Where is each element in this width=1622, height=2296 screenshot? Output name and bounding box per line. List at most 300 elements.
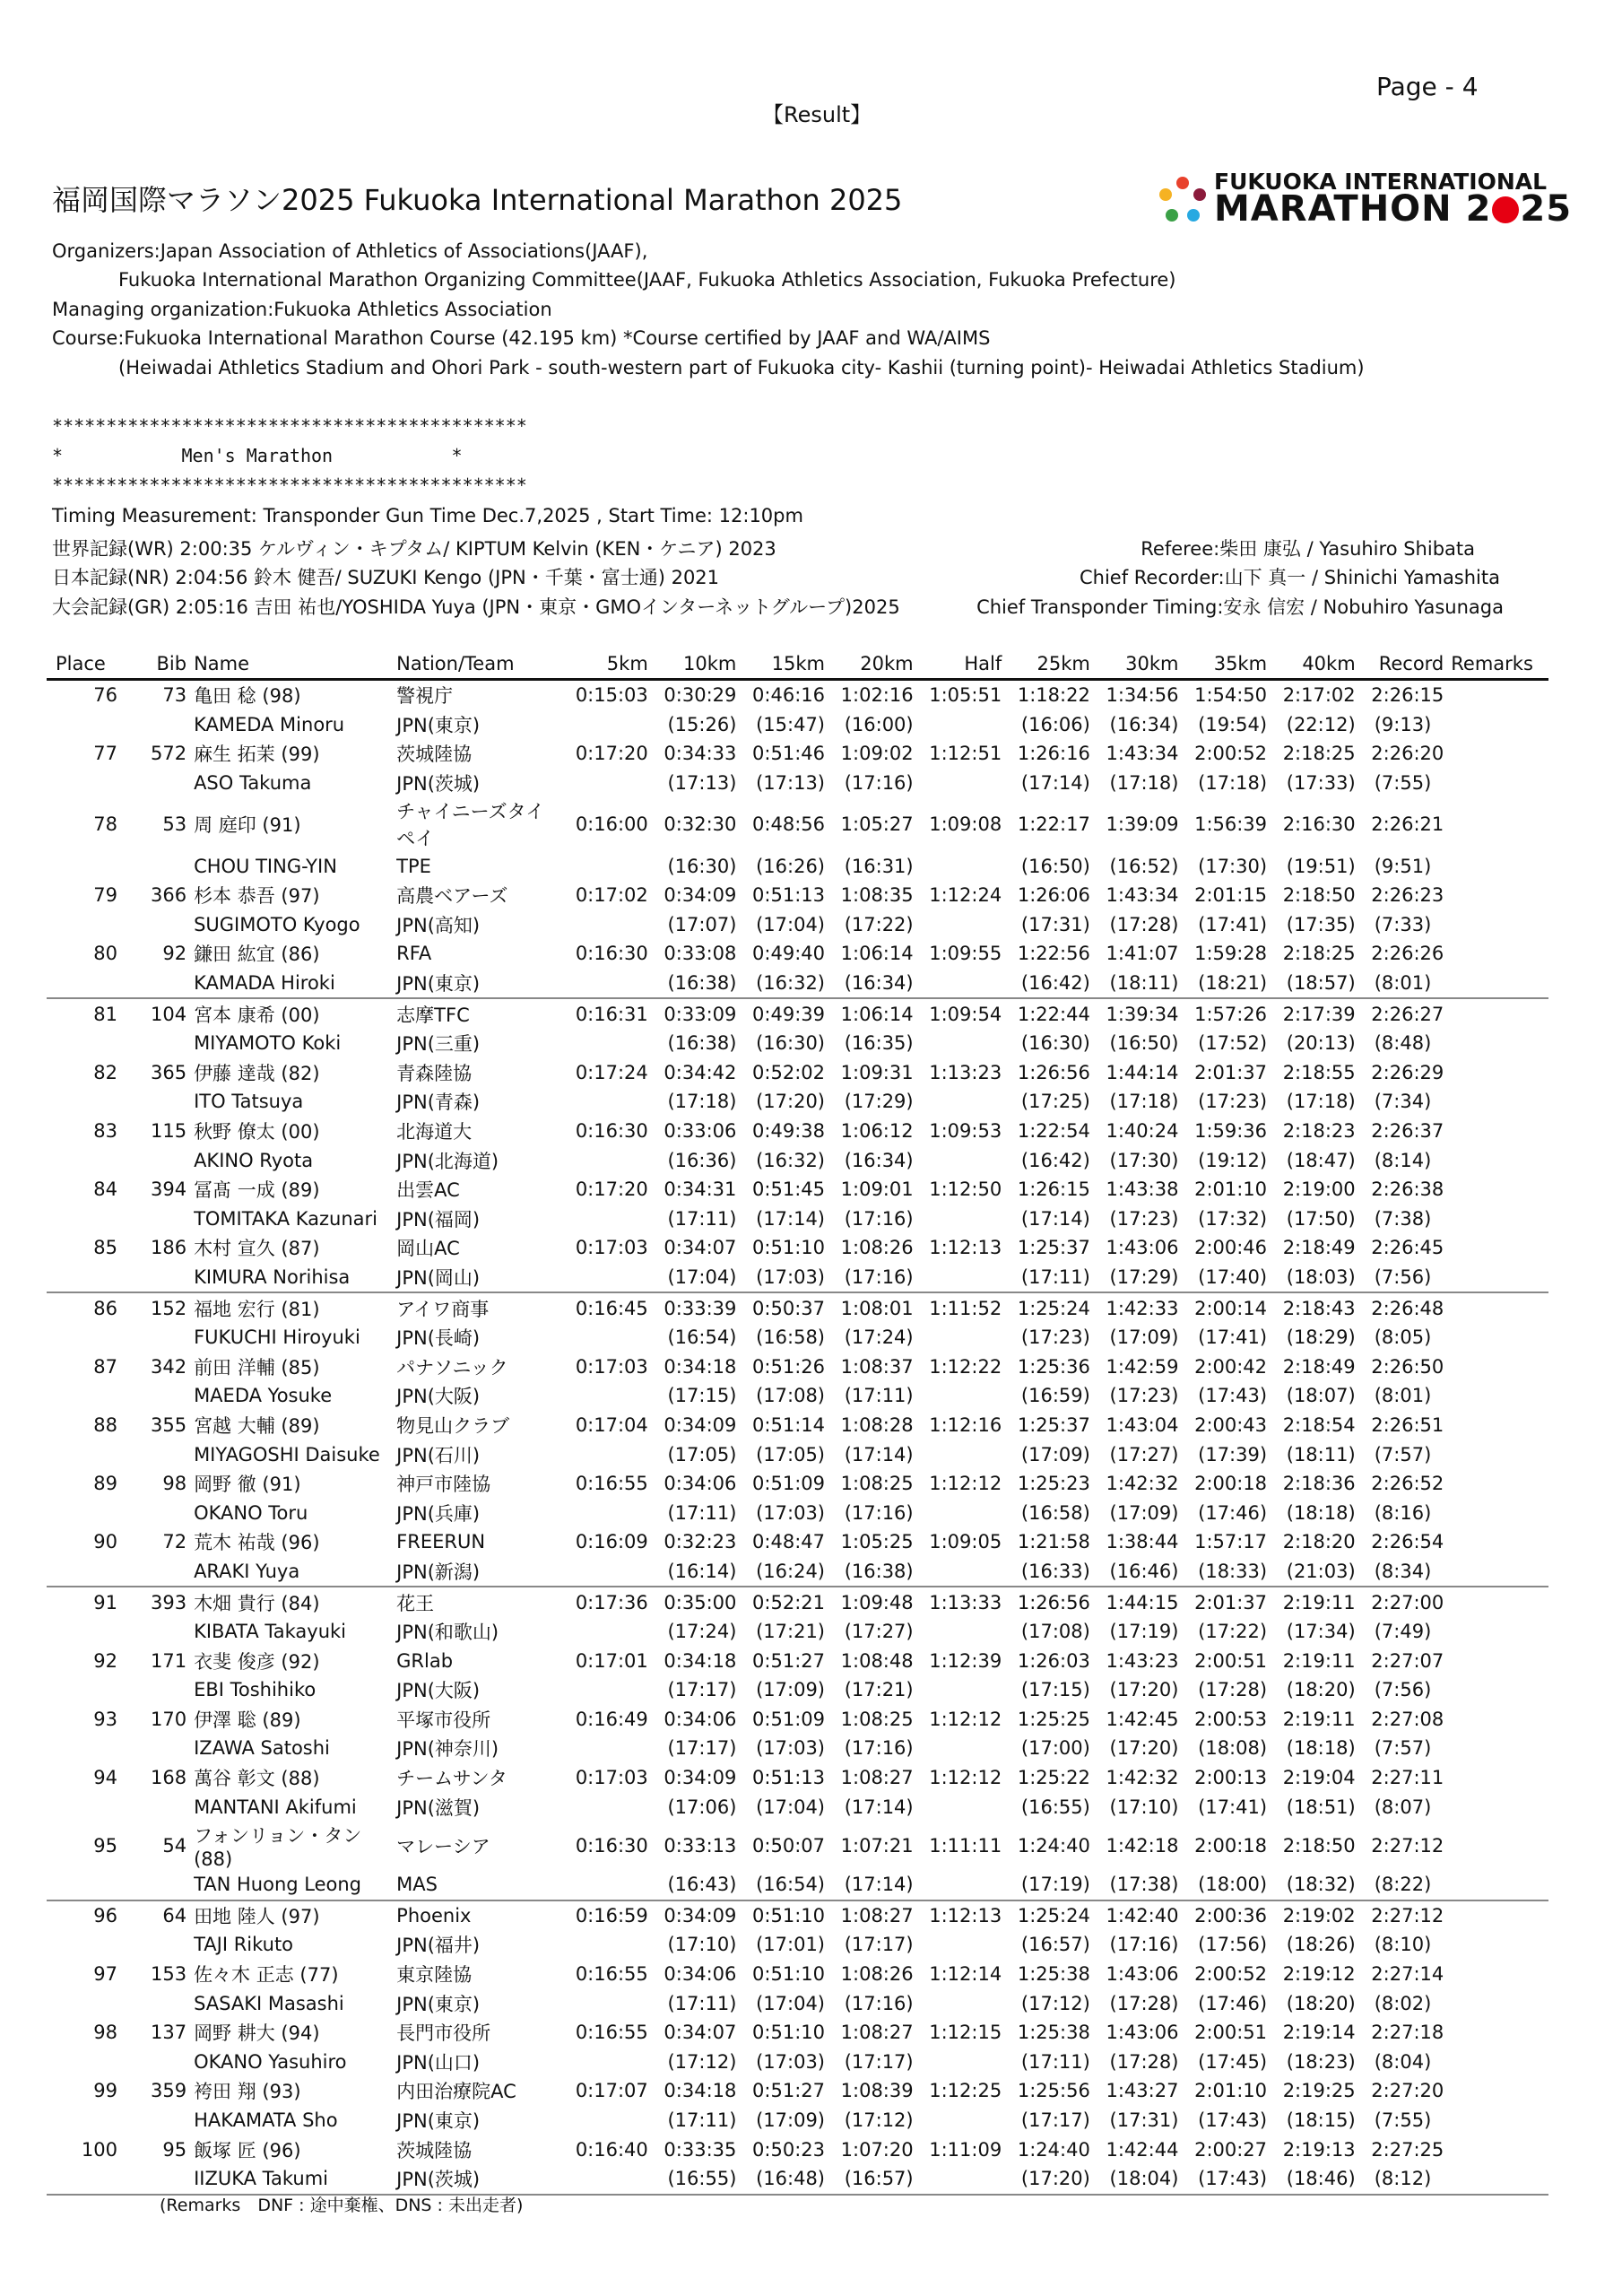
place-blank <box>47 851 117 881</box>
remarks-blank <box>1444 1734 1548 1763</box>
lap-20km: (17:29) <box>844 1091 914 1113</box>
remarks-blank <box>1444 1498 1548 1527</box>
bib: 53 <box>162 813 187 836</box>
place: 89 <box>93 1473 117 1495</box>
remarks-blank <box>1444 1263 1548 1293</box>
split-20km: 1:08:37 <box>840 1355 914 1378</box>
name-english: ASO Takuma <box>194 772 312 795</box>
nation: JPN(東京) <box>396 714 481 736</box>
remarks-blank <box>1444 1617 1548 1647</box>
place: 92 <box>93 1649 117 1672</box>
bib: 572 <box>150 743 187 765</box>
table-row <box>47 1469 1548 1499</box>
nation: JPN(福岡) <box>396 1208 481 1231</box>
lap-30km: (17:18) <box>1109 772 1179 795</box>
table-row <box>47 797 1548 851</box>
table-row-detail <box>47 1792 1548 1822</box>
split-15km: 0:52:02 <box>752 1061 825 1083</box>
lap-40km: (17:50) <box>1286 1207 1356 1230</box>
name-japanese: 宮本 康希 (00) <box>194 1004 320 1026</box>
table-row <box>47 1960 1548 1989</box>
table-row <box>47 2018 1548 2048</box>
bib: 359 <box>150 2080 187 2102</box>
lap-25km: (17:08) <box>1020 1621 1090 1643</box>
lap-half <box>914 1988 1002 2018</box>
place-blank <box>47 769 117 798</box>
bib-blank <box>117 1792 186 1822</box>
lap-record: (7:56) <box>1374 1679 1432 1701</box>
place-blank <box>47 1323 117 1352</box>
lap-half <box>914 1205 1002 1234</box>
split-40km: 2:19:11 <box>1282 1649 1356 1672</box>
split-5km: 0:17:03 <box>575 1767 648 1789</box>
name-japanese: 荒木 祐哉 (96) <box>194 1532 320 1554</box>
team: 東京陸協 <box>396 1964 473 1987</box>
logo-line1: FUKUOKA INTERNATIONAL <box>1214 169 1548 195</box>
name-english: EBI Toshihiko <box>194 1679 317 1701</box>
split-15km: 0:51:10 <box>752 1237 825 1259</box>
header-20km: 20km <box>825 651 914 680</box>
lap-10km: (17:12) <box>667 2050 737 2073</box>
lap-record: (8:16) <box>1374 1501 1432 1524</box>
table-row-detail <box>47 1930 1548 1960</box>
split-15km: 0:49:40 <box>752 943 825 965</box>
lap-10km: (17:15) <box>667 1385 737 1407</box>
nation: JPN(長崎) <box>396 1327 481 1350</box>
results-table <box>47 651 1548 2196</box>
place-blank <box>47 2106 117 2135</box>
place: 98 <box>93 2022 117 2044</box>
lap-15km: (16:32) <box>756 1149 825 1171</box>
lap-15km: (17:03) <box>736 1263 825 1293</box>
nation: JPN(大阪) <box>396 1386 481 1408</box>
split-20km: 1:08:27 <box>840 1767 914 1789</box>
table-row <box>47 881 1548 910</box>
nation: JPN(東京) <box>396 1993 481 2015</box>
lap-half <box>914 1029 1002 1058</box>
split-15km: 0:48:56 <box>752 813 825 836</box>
remarks-blank <box>1444 710 1548 740</box>
lap-35km: (17:22) <box>1198 1621 1268 1643</box>
lap-35km: (18:21) <box>1178 969 1267 999</box>
lap-40km: (18:46) <box>1267 2164 1356 2195</box>
lap-30km: (16:52) <box>1109 855 1179 877</box>
split-20km: 1:08:01 <box>840 1297 914 1319</box>
place: 88 <box>93 1413 117 1436</box>
lap-record: (7:38) <box>1374 1207 1432 1230</box>
place-blank <box>47 969 117 999</box>
split-25km: 1:26:16 <box>1017 743 1090 765</box>
lap-5km <box>559 1557 648 1587</box>
lap-20km: (17:16) <box>844 1207 914 1230</box>
lap-half <box>914 710 1002 740</box>
lap-35km: (17:46) <box>1198 1501 1268 1524</box>
split-half: 1:12:12 <box>929 1767 1002 1789</box>
split-25km: 1:18:22 <box>1017 684 1090 707</box>
name-japanese: 秋野 僚太 (00) <box>194 1121 320 1144</box>
lap-15km: (17:05) <box>756 1443 825 1465</box>
split-record: 2:27:12 <box>1371 1834 1444 1857</box>
games-record: 大会記録(GR) 2:05:16 吉田 祐也/YOSHIDA Yuya (JPN・東京・GMOインターネットグループ)2025 <box>52 596 900 618</box>
lap-40km: (18:15) <box>1286 2109 1356 2132</box>
bib: 92 <box>162 943 187 965</box>
lap-10km: (17:11) <box>667 1992 737 2014</box>
remarks <box>1444 2135 1548 2164</box>
split-10km: 0:33:09 <box>664 1003 737 1025</box>
name-english: MANTANI Akifumi <box>194 1796 357 1818</box>
lap-40km: (20:13) <box>1286 1032 1356 1055</box>
lap-half <box>914 851 1002 881</box>
lap-35km: (17:18) <box>1198 772 1268 795</box>
lap-40km: (17:33) <box>1286 772 1356 795</box>
bib: 137 <box>150 2022 187 2044</box>
split-30km: 1:43:34 <box>1106 743 1179 765</box>
lap-40km: (18:11) <box>1286 1443 1356 1465</box>
lap-25km: (16:42) <box>1020 1149 1090 1171</box>
lap-15km: (16:58) <box>756 1326 825 1349</box>
split-5km: 0:17:24 <box>575 1061 648 1083</box>
name-english: MIYAGOSHI Daisuke <box>194 1443 380 1465</box>
bib-blank <box>117 1617 186 1647</box>
split-40km: 2:19:00 <box>1282 1178 1356 1201</box>
bib: 95 <box>162 2138 187 2161</box>
lap-half <box>914 1439 1002 1469</box>
bib: 152 <box>150 1297 187 1319</box>
lap-25km: (16:55) <box>1020 1796 1090 1818</box>
name-english: KAMEDA Minoru <box>194 713 345 735</box>
national-record: 日本記録(NR) 2:04:56 鈴木 健吾/ SUZUKI Kengo (JPN・千葉・富士通) 2021 <box>52 567 720 588</box>
lap-20km: (16:35) <box>844 1032 914 1055</box>
lap-30km: (17:19) <box>1109 1621 1179 1643</box>
lap-25km: (17:20) <box>1002 2164 1090 2195</box>
place: 93 <box>93 1708 117 1730</box>
split-half: 1:05:51 <box>929 684 1002 707</box>
lap-10km: (17:06) <box>667 1796 737 1818</box>
lap-half <box>914 2106 1002 2135</box>
remarks <box>1444 1763 1548 1793</box>
lap-25km: (17:14) <box>1020 772 1090 795</box>
table-row-detail <box>47 1439 1548 1469</box>
split-half: 1:09:55 <box>929 943 1002 965</box>
split-25km: 1:26:15 <box>1017 1178 1090 1201</box>
remarks <box>1444 998 1548 1029</box>
split-30km: 1:43:23 <box>1106 1649 1179 1672</box>
split-5km: 0:16:30 <box>575 943 648 965</box>
split-record: 2:27:00 <box>1371 1591 1444 1613</box>
bib-blank <box>117 1734 186 1763</box>
lap-5km <box>559 2106 648 2135</box>
split-half: 1:12:51 <box>929 743 1002 765</box>
remarks <box>1444 939 1548 969</box>
split-record: 2:26:29 <box>1371 1061 1444 1083</box>
lap-15km: (16:26) <box>756 855 825 877</box>
lap-half <box>914 1675 1002 1705</box>
remarks <box>1444 1233 1548 1263</box>
lap-25km: (17:11) <box>1020 2050 1090 2073</box>
lap-half <box>914 1381 1002 1411</box>
split-5km: 0:17:20 <box>575 743 648 765</box>
remarks <box>1444 881 1548 910</box>
remarks <box>1444 1705 1548 1735</box>
lap-half <box>914 969 1002 999</box>
place: 83 <box>93 1120 117 1143</box>
split-40km: 2:18:43 <box>1282 1297 1356 1319</box>
team: 北海道大 <box>396 1121 473 1144</box>
name-japanese: 岡野 耕大 (94) <box>194 2022 320 2045</box>
lap-30km: (17:28) <box>1109 1992 1179 2014</box>
lap-25km: (16:30) <box>1020 1032 1090 1055</box>
stars-line-top: ******************************************** <box>52 415 527 437</box>
lap-10km: (16:36) <box>667 1149 737 1171</box>
split-half: 1:11:52 <box>929 1297 1002 1319</box>
lap-10km: (16:54) <box>667 1326 737 1349</box>
split-35km: 2:01:37 <box>1194 1061 1268 1083</box>
lap-25km: (17:19) <box>1002 1870 1090 1900</box>
place: 97 <box>93 1963 117 1986</box>
place: 94 <box>93 1767 117 1789</box>
split-5km: 0:16:00 <box>575 813 648 836</box>
lap-35km: (19:12) <box>1198 1149 1268 1171</box>
table-row-detail <box>47 1557 1548 1587</box>
split-35km: 2:00:18 <box>1194 1473 1268 1495</box>
bib-blank <box>117 1087 186 1117</box>
table-row <box>47 2135 1548 2164</box>
name-japanese: 冨髙 一成 (89) <box>194 1179 320 1202</box>
lap-half <box>914 1145 1002 1175</box>
lap-30km: (17:20) <box>1109 1679 1179 1701</box>
split-40km: 2:18:23 <box>1282 1120 1356 1143</box>
split-15km: 0:46:16 <box>752 684 825 707</box>
split-record: 2:26:23 <box>1371 884 1444 907</box>
split-15km: 0:51:10 <box>752 1963 825 1986</box>
lap-5km <box>559 1498 648 1527</box>
split-15km: 0:51:10 <box>752 2022 825 2044</box>
split-10km: 0:32:23 <box>664 1531 737 1553</box>
split-20km: 1:08:27 <box>840 1904 914 1926</box>
lap-record: (8:48) <box>1374 1032 1432 1055</box>
lap-5km <box>559 1617 648 1647</box>
remarks <box>1444 2018 1548 2048</box>
bib: 366 <box>150 884 187 907</box>
remarks <box>1444 2076 1548 2106</box>
name-english: CHOU TING-YIN <box>194 855 337 877</box>
split-10km: 0:33:06 <box>664 1120 737 1143</box>
lap-20km: (17:11) <box>844 1385 914 1407</box>
table-row <box>47 1822 1548 1870</box>
split-record: 2:27:12 <box>1371 1904 1444 1926</box>
lap-15km: (17:13) <box>756 772 825 795</box>
name-english: AKINO Ryota <box>194 1149 314 1171</box>
split-25km: 1:25:22 <box>1017 1767 1090 1789</box>
header-30km: 30km <box>1090 651 1179 680</box>
lap-5km <box>559 1145 648 1175</box>
remarks-blank <box>1444 1870 1548 1900</box>
bib-blank <box>117 1988 186 2018</box>
lap-25km: (16:59) <box>1020 1385 1090 1407</box>
split-record: 2:27:20 <box>1371 2080 1444 2102</box>
split-20km: 1:06:12 <box>840 1120 914 1143</box>
team: FREERUN <box>396 1531 486 1553</box>
lap-15km: (17:03) <box>756 1501 825 1524</box>
remarks-blank <box>1444 910 1548 940</box>
split-5km: 0:16:59 <box>575 1904 648 1926</box>
team: GRlab <box>396 1649 454 1672</box>
place: 100 <box>81 2138 117 2161</box>
bib-blank <box>117 1675 186 1705</box>
lap-40km: (18:18) <box>1286 1501 1356 1524</box>
place: 84 <box>93 1178 117 1201</box>
organizers-line-1: Organizers:Japan Association of Athletics of Associations(JAAF), <box>52 240 648 262</box>
name-english: ARAKI Yuya <box>186 1557 389 1587</box>
bib: 73 <box>162 684 187 707</box>
name-english: KIMURA Norihisa <box>186 1263 389 1293</box>
lap-40km: (18:20) <box>1286 1992 1356 2014</box>
split-record: 2:26:38 <box>1371 1178 1444 1201</box>
split-30km: 1:43:04 <box>1106 1413 1179 1436</box>
split-25km: 1:26:56 <box>1017 1591 1090 1613</box>
split-15km: 0:50:07 <box>752 1834 825 1857</box>
split-30km: 1:42:44 <box>1106 2138 1179 2161</box>
lap-35km: (17:43) <box>1198 2109 1268 2132</box>
split-20km: 1:09:01 <box>840 1178 914 1201</box>
lap-half <box>914 1870 1002 1900</box>
split-15km: 0:51:45 <box>752 1178 825 1201</box>
split-25km: 1:26:56 <box>1017 1061 1090 1083</box>
header-35km: 35km <box>1178 651 1267 680</box>
lap-30km: (17:28) <box>1109 913 1179 935</box>
split-record: 2:26:54 <box>1371 1531 1444 1553</box>
lap-record: (8:01) <box>1374 1385 1432 1407</box>
table-row <box>47 1411 1548 1440</box>
place-blank <box>47 1205 117 1234</box>
split-5km: 0:17:36 <box>575 1591 648 1613</box>
logo-dot <box>1176 177 1189 189</box>
lap-5km <box>559 1988 648 2018</box>
bib-blank <box>117 1557 186 1587</box>
split-half: 1:13:33 <box>929 1591 1002 1613</box>
lap-35km: (17:52) <box>1198 1032 1268 1055</box>
split-20km: 1:08:39 <box>840 2080 914 2102</box>
split-20km: 1:08:25 <box>840 1708 914 1730</box>
split-35km: 1:59:28 <box>1194 943 1268 965</box>
team: 岡山AC <box>396 1238 460 1260</box>
split-half: 1:09:08 <box>929 813 1002 836</box>
lap-15km: (15:47) <box>756 713 825 735</box>
team: 神戸市陸協 <box>396 1474 491 1496</box>
name-japanese: 鎌田 紘宜 (86) <box>194 944 320 966</box>
lap-40km: (18:20) <box>1286 1679 1356 1701</box>
split-20km: 1:05:25 <box>840 1531 914 1553</box>
split-20km: 1:07:20 <box>840 2138 914 2161</box>
split-half: 1:13:23 <box>929 1061 1002 1083</box>
bib: 64 <box>162 1904 187 1926</box>
lap-record: (8:02) <box>1374 1992 1432 2014</box>
table-row-detail <box>47 1029 1548 1058</box>
split-25km: 1:22:17 <box>1017 813 1090 836</box>
split-30km: 1:42:45 <box>1106 1708 1179 1730</box>
name-japanese: 袴田 翔 (93) <box>194 2081 301 2103</box>
lap-5km <box>559 1323 648 1352</box>
lap-record: (8:04) <box>1374 2050 1432 2073</box>
table-row-detail <box>47 1381 1548 1411</box>
team: チームサンタ <box>396 1768 507 1790</box>
split-15km: 0:49:38 <box>752 1120 825 1143</box>
table-row-detail <box>47 1675 1548 1705</box>
bib: 98 <box>162 1473 187 1495</box>
split-35km: 2:00:52 <box>1194 1963 1268 1986</box>
team: 出雲AC <box>396 1179 460 1202</box>
split-30km: 1:42:40 <box>1106 1904 1179 1926</box>
bib: 171 <box>150 1649 187 1672</box>
table-row <box>47 1587 1548 1617</box>
table-row-detail <box>47 1145 1548 1175</box>
split-20km: 1:08:26 <box>840 1237 914 1259</box>
bib-blank <box>117 2106 186 2135</box>
split-record: 2:26:51 <box>1371 1413 1444 1436</box>
lap-record: (8:07) <box>1374 1796 1432 1818</box>
split-40km: 2:18:55 <box>1282 1061 1356 1083</box>
lap-35km: (17:46) <box>1198 1992 1268 2014</box>
split-40km: 2:19:12 <box>1282 1963 1356 1986</box>
lap-25km: (17:17) <box>1020 2109 1090 2132</box>
split-15km: 0:48:47 <box>752 1531 825 1553</box>
nation: JPN(三重) <box>396 1033 481 1056</box>
split-40km: 2:18:25 <box>1282 743 1356 765</box>
name-japanese: 伊藤 達哉 (82) <box>194 1062 320 1084</box>
split-25km: 1:22:44 <box>1017 1003 1090 1025</box>
split-40km: 2:19:11 <box>1282 1708 1356 1730</box>
split-record: 2:26:20 <box>1371 743 1444 765</box>
logo-line2: MARATHON 2 25 <box>1214 188 1573 230</box>
table-row-detail <box>47 1734 1548 1763</box>
table-row <box>47 1763 1548 1793</box>
table-row <box>47 1527 1548 1557</box>
split-30km: 1:44:15 <box>1106 1591 1179 1613</box>
lap-35km: (17:40) <box>1178 1263 1267 1293</box>
place: 76 <box>93 684 117 707</box>
split-25km: 1:22:56 <box>1017 943 1090 965</box>
split-35km: 2:00:36 <box>1194 1904 1268 1926</box>
place-blank <box>47 1029 117 1058</box>
split-30km: 1:43:06 <box>1106 1237 1179 1259</box>
name-japanese: 周 庭印 (91) <box>194 814 301 837</box>
split-half: 1:12:15 <box>929 2022 1002 2044</box>
split-30km: 1:43:06 <box>1106 1963 1179 1986</box>
lap-5km <box>559 710 648 740</box>
split-10km: 0:34:06 <box>664 1473 737 1495</box>
split-35km: 2:01:15 <box>1194 884 1268 907</box>
split-30km: 1:42:59 <box>1106 1355 1179 1378</box>
organizers-line-2: Fukuoka International Marathon Organizing Committee(JAAF, Fukuoka Athletics Association, Fukuoka Prefecture) <box>118 269 1176 291</box>
split-30km: 1:41:07 <box>1106 943 1179 965</box>
split-half: 1:12:13 <box>929 1237 1002 1259</box>
split-35km: 2:01:10 <box>1194 1178 1268 1201</box>
split-half: 1:12:50 <box>929 1178 1002 1201</box>
lap-record: (7:33) <box>1374 913 1432 935</box>
lap-25km: (16:42) <box>1002 969 1090 999</box>
timing-measurement: Timing Measurement: Transponder Gun Time Dec.7,2025 , Start Time: 12:10pm <box>52 505 803 526</box>
lap-record: (7:34) <box>1374 1091 1432 1113</box>
split-10km: 0:34:31 <box>664 1178 737 1201</box>
table-row-detail <box>47 1205 1548 1234</box>
place: 90 <box>93 1531 117 1553</box>
lap-record: (8:14) <box>1374 1149 1432 1171</box>
place-blank <box>47 1087 117 1117</box>
name-japanese: 飯塚 匠 (96) <box>194 2139 301 2161</box>
table-header-row <box>47 651 1548 680</box>
split-10km: 0:33:08 <box>664 943 737 965</box>
place-blank <box>47 1988 117 2018</box>
